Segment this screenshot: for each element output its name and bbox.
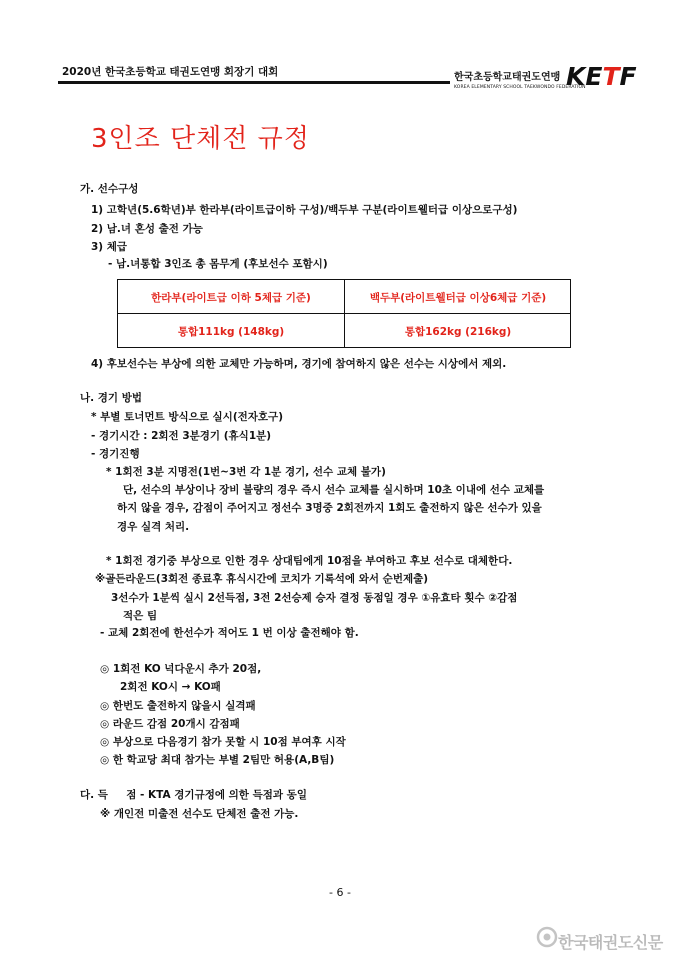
section-na-line: - 경기진행 [91, 448, 140, 460]
document-title: 3인조 단체전 규정 [91, 124, 310, 154]
section-na-line: - 경기시간 : 2회전 3분경기 (휴식1분) [91, 430, 272, 442]
section-na-line: 3선수가 1분씩 실시 2선득점, 3전 2선승제 승자 결정 동점일 경우 ①유효타 횟수 ②감점 [111, 592, 518, 604]
logo-korean-name: 한국초등학교태권도연맹 [454, 72, 561, 83]
section-ga-item-1: 1) 고학년(5.6학년)부 한라부(라이트급이하 구성)/백두부 구분(라이트웰터급 이상으로구성) [91, 204, 518, 216]
section-na-line: ◎ 라운드 감점 20개시 감점패 [100, 718, 240, 730]
section-da-heading: 다. 득 점 - KTA 경기규정에 의한 득점과 동일 [80, 789, 307, 801]
weight-table [117, 279, 571, 348]
section-na-line: 경우 실격 처리. [117, 521, 190, 533]
watermark-emblem-icon [536, 925, 558, 949]
section-na-line: * 부별 토너먼트 방식으로 실시(전자호구) [91, 411, 283, 423]
section-ga-heading: 가. 선수구성 [80, 183, 139, 195]
section-na-line: 하지 않을 경우, 감점이 주어지고 정선수 3명중 2회전까지 1회도 출전하지 않은 선수가 있을 [117, 502, 542, 514]
federation-logo [454, 62, 637, 96]
section-na-line: 2회전 KO시 → KO패 [120, 681, 221, 693]
section-na-line: ◎ 한 학교당 최대 참가는 부별 2팀만 허용(A,B팀) [100, 754, 335, 766]
table-header-baekdu: 백두부(라이트웰터급 이상6체급 기준) [369, 292, 547, 304]
section-na-line: * 1회전 3분 지명전(1번~3번 각 1분 경기, 선수 교체 불가) [106, 466, 386, 478]
section-na-line: ◎ 한번도 출전하지 않을시 실격패 [100, 700, 256, 712]
table-value-baekdu: 통합162kg (216kg) [404, 326, 512, 338]
section-na-line: ◎ 1회전 KO 넉다운시 추가 20점, [100, 663, 262, 675]
section-ga-note: 4) 후보선수는 부상에 의한 교체만 가능하며, 경기에 참여하지 않은 선수는 시상에서 제외. [91, 358, 507, 370]
newspaper-watermark [532, 919, 674, 955]
section-na-line: * 1회전 경기중 부상으로 인한 경우 상대팀에게 10점을 부여하고 후보 선수로 대체한다. [106, 555, 513, 567]
section-na-line: 적은 팀 [123, 610, 158, 622]
section-na-line: - 교체 2회전에 한선수가 적어도 1 번 이상 출전해야 함. [100, 627, 359, 639]
logo-english-name: KOREA ELEMENTARY SCHOOL TAEKWONDO FEDERATION [454, 85, 586, 90]
section-na-line: ※골든라운드(3회전 종료후 휴식시간에 코치가 기록석에 와서 순번제출) [95, 573, 429, 585]
section-ga-item-2: 2) 남.녀 혼성 출전 가능 [91, 223, 203, 235]
logo-mark: KETF [566, 62, 637, 91]
header-rule [58, 81, 450, 84]
watermark-text: 한국태권도신문 [558, 933, 663, 952]
header-title: 2020년 한국초등학교 태권도연맹 회장기 대회 [62, 66, 279, 78]
section-na-line: 단, 선수의 부상이나 장비 불량의 경우 즉시 선수 교체를 실시하며 10초 이내에 선수 교체를 [123, 484, 545, 496]
section-ga-item-3: 3) 체급 [91, 241, 128, 253]
section-na-heading: 나. 경기 방법 [80, 392, 143, 404]
section-ga-item-4: - 남.녀통합 3인조 총 몸무게 (후보선수 포함시) [108, 258, 328, 270]
table-value-halla: 통합111kg (148kg) [177, 326, 285, 338]
section-na-line: ◎ 부상으로 다음경기 참가 못할 시 10점 부여후 시작 [100, 736, 346, 748]
table-header-halla: 한라부(라이트급 이하 5체급 기준) [151, 292, 311, 304]
section-da-note: ※ 개인전 미출전 선수도 단체전 출전 가능. [100, 808, 299, 820]
page-number: - 6 - [329, 886, 351, 899]
